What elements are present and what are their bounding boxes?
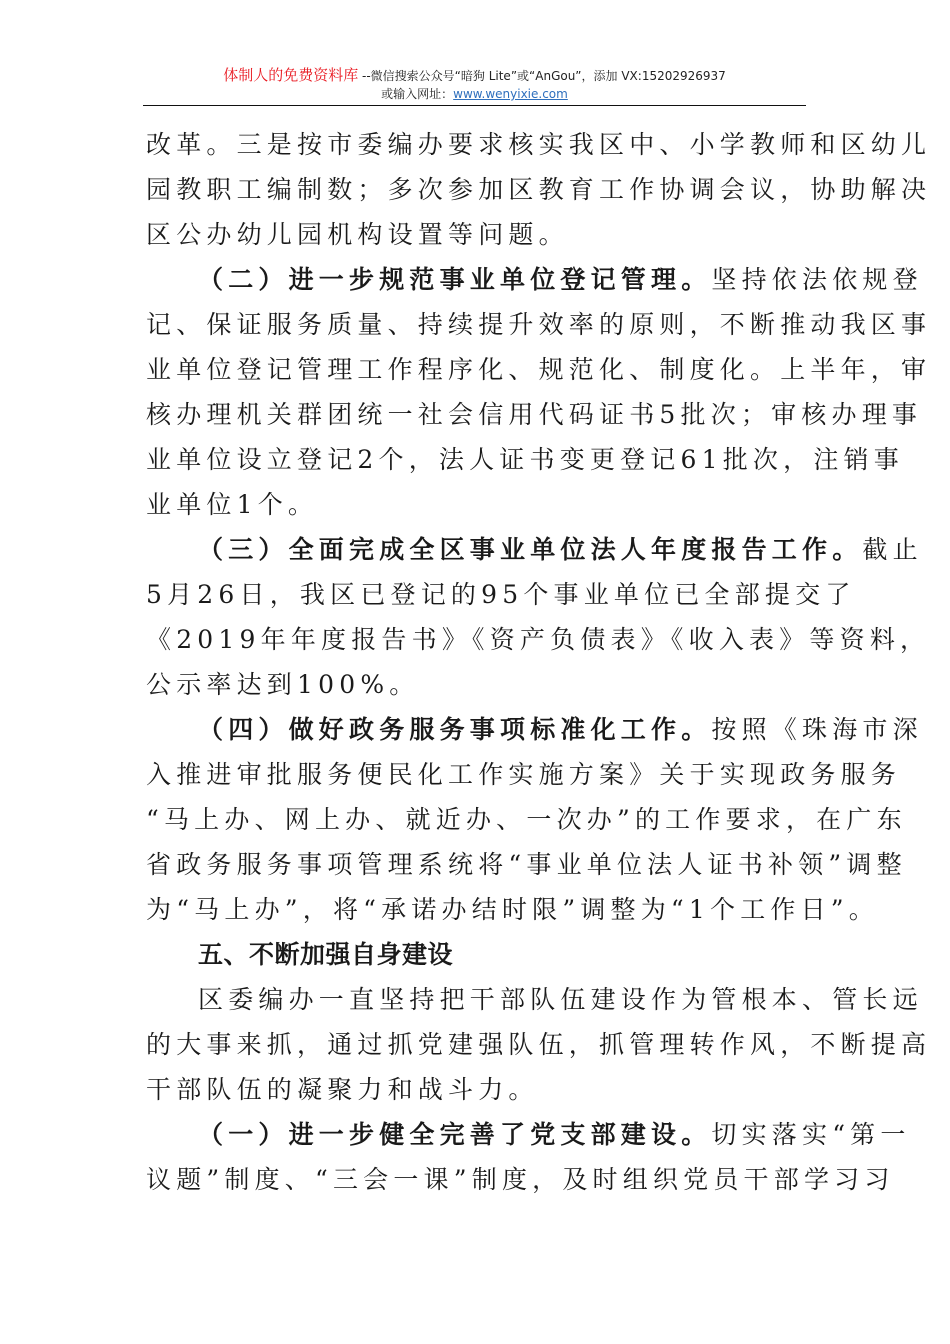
subheading: （三）全面完成全区事业单位法人年度报告工作。 xyxy=(198,535,863,564)
header-line-1 xyxy=(143,66,806,85)
subheading: （一）进一步健全完善了党支部建设。 xyxy=(198,1120,712,1149)
line-text: 截止 xyxy=(862,535,923,564)
line-text: 为“马上办”，将“承诺办结时限”调整为“1个工作日”。 xyxy=(146,895,879,924)
paragraph-start xyxy=(146,977,923,1022)
line-text: 业单位登记管理工作程序化、规范化、制度化。上半年，审 xyxy=(146,355,932,384)
website-link[interactable]: www.wenyixie.com xyxy=(453,87,568,101)
line-text: 《2019年年度报告书》《资产负债表》《收入表》等资料， xyxy=(146,625,931,654)
paragraph-start xyxy=(146,707,923,752)
text-line xyxy=(146,392,923,437)
text-line xyxy=(146,437,904,482)
line-text: 业单位1个。 xyxy=(146,490,319,519)
line-text: 入推进审批服务便民化工作实施方案》关于实现政务服务 xyxy=(146,760,902,789)
text-line xyxy=(146,212,818,257)
text-line xyxy=(146,842,907,887)
line-text: 区公办幼儿园机构设置等问题。 xyxy=(146,220,569,249)
text-line xyxy=(146,617,931,662)
header-divider xyxy=(143,105,806,106)
text-line xyxy=(146,797,907,842)
line-text: 干部队伍的凝聚力和战斗力。 xyxy=(146,1075,539,1104)
line-text: 改革。三是按市委编办要求核实我区中、小学教师和区幼儿 xyxy=(146,130,932,159)
subheading: （二）进一步规范事业单位登记管理。 xyxy=(198,265,712,294)
paragraph-start xyxy=(146,1112,911,1157)
text-line xyxy=(146,482,818,527)
document-body xyxy=(146,122,932,1202)
line-text: 切实落实“第一 xyxy=(711,1120,911,1149)
section-title: 五、不断加强自身建设 xyxy=(198,940,454,969)
text-line xyxy=(146,122,932,167)
text-line xyxy=(146,1022,932,1067)
watermark-header xyxy=(143,66,806,103)
promo-text: --微信搜索公众号“暗狗 Lite”或“AnGou”，添加 VX:15202926937 xyxy=(358,69,726,83)
section-heading xyxy=(146,932,818,977)
text-line xyxy=(146,1157,895,1202)
line-text: 公示率达到100%。 xyxy=(146,670,420,699)
text-line xyxy=(146,887,879,932)
line-text: 区委编办一直坚持把干部队伍建设作为管根本、管长远 xyxy=(198,985,923,1014)
line-text: 5月26日，我区已登记的95个事业单位已全部提交了 xyxy=(146,580,856,609)
line-text: 园教职工编制数；多次参加区教育工作协调会议，协助解决 xyxy=(146,175,932,204)
header-line-2 xyxy=(143,85,806,103)
line-text: “马上办、网上办、就近办、一次办”的工作要求，在广东 xyxy=(146,805,907,834)
paragraph-start xyxy=(146,527,923,572)
paragraph-start xyxy=(146,257,923,302)
brand-name: 体制人的免费资料库 xyxy=(223,66,359,84)
line-text: 省政务服务事项管理系统将“事业单位法人证书补领”调整 xyxy=(146,850,907,879)
line-text: 的大事来抓，通过抓党建强队伍，抓管理转作风，不断提高 xyxy=(146,1030,932,1059)
line-text: 核办理机关群团统一社会信用代码证书5批次；审核办理事 xyxy=(146,400,923,429)
text-line xyxy=(146,662,818,707)
text-line xyxy=(146,302,932,347)
text-line xyxy=(146,752,902,797)
line-text: 记、保证服务质量、持续提升效率的原则，不断推动我区事 xyxy=(146,310,932,339)
line-text: 按照《珠海市深 xyxy=(711,715,923,744)
text-line xyxy=(146,167,932,212)
line-text: 议题”制度、“三会一课”制度，及时组织党员干部学习习 xyxy=(146,1165,895,1194)
subheading: （四）做好政务服务事项标准化工作。 xyxy=(198,715,712,744)
text-line xyxy=(146,1067,818,1112)
line-text: 坚持依法依规登 xyxy=(711,265,923,294)
text-line xyxy=(146,572,856,617)
text-line xyxy=(146,347,932,392)
url-label: 或输入网址： xyxy=(381,87,454,101)
line-text: 业单位设立登记2个，法人证书变更登记61批次，注销事 xyxy=(146,445,904,474)
